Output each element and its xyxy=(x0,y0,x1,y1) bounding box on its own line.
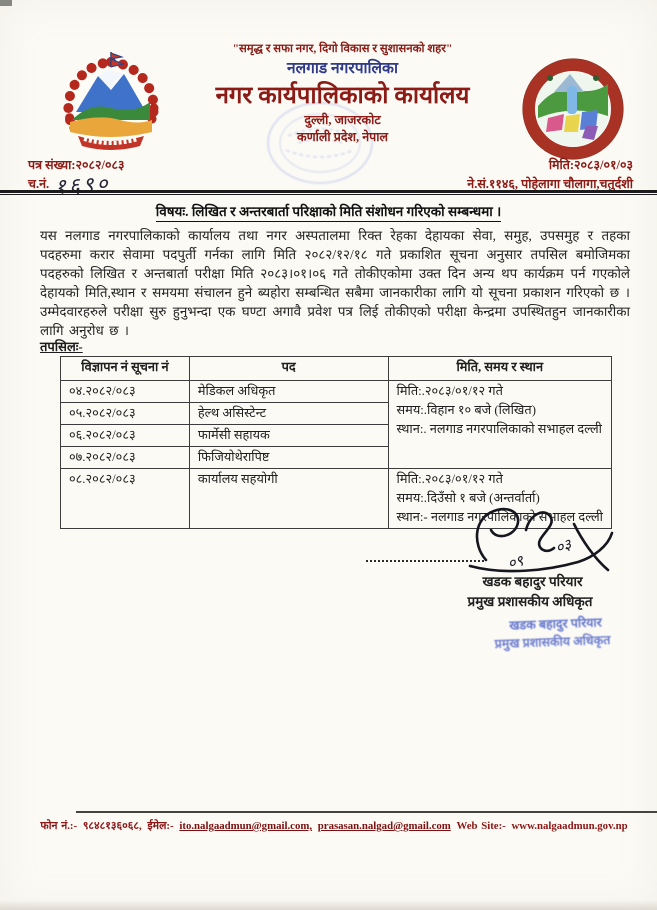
signature-block xyxy=(350,500,640,665)
address-line-1: दुल्ली, जाजरकोट xyxy=(304,112,381,127)
ad-no-cell: ०४.२०८२/०८३ xyxy=(61,381,190,403)
website-url: www.nalgaadmun.gov.np xyxy=(511,820,628,832)
office-name: नगर कार्यपालिकाको कार्यालय xyxy=(215,82,470,109)
post-cell: फार्मेसी सहायक xyxy=(189,425,388,447)
email-link-ito: ito.nalgaadmun@gmail.com, xyxy=(179,820,313,832)
ad-no-cell: ०८.२०८२/०८३ xyxy=(61,469,190,529)
address-line-2: कर्णाली प्रदेश, नेपाल xyxy=(297,130,388,145)
nepal-sambat-date: ने.सं.११४६, पोहेलागा चौलागा,चतुर्दशी xyxy=(467,176,633,191)
tapasil-label: तपसिलः- xyxy=(40,339,83,354)
stamp-name-text: खडक बहादुर परियार xyxy=(509,615,603,633)
letter-number: पत्र संख्या:२०८२/०८३ xyxy=(28,158,125,172)
ad-no-cell: ०७.२०८२/०८३ xyxy=(61,447,190,469)
interview-date: मिति:.२०८३/०१/१२ गते xyxy=(396,472,503,486)
ad-no-cell: ०५.२०८२/०८३ xyxy=(61,403,190,425)
phone-label: फोन नं.:- xyxy=(40,820,78,832)
scan-bottom-artifact xyxy=(0,900,657,910)
footer-divider xyxy=(76,811,657,813)
written-exam-date: मिति:.२०८३/०१/१२ गते xyxy=(396,384,503,398)
header-date-time-place: मिति, समय र स्थान xyxy=(388,357,611,381)
ad-no-cell: ०६.२०८२/०८३ xyxy=(61,425,190,447)
municipality-motto: "समृद्ध र सफा नगर, दिगो विकास र सुशासनको शहर" xyxy=(232,43,453,55)
email-link-prasasan: prasasan.nalgad@gmail.com xyxy=(317,820,451,832)
written-exam-cell xyxy=(388,381,611,469)
post-cell: मेडिकल अधिकृत xyxy=(189,381,388,403)
subject-line: विषयः. लिखित र अन्तरबार्ता परिक्षाको मिति संशोधन गरिएको सम्बन्धमा । xyxy=(156,202,502,222)
signatory-title: प्रमुख प्रशासकीय अधिकृत xyxy=(467,594,593,609)
letterhead-divider xyxy=(0,190,657,195)
phone-number: ९८४८१३६०६८, xyxy=(82,820,142,832)
header-post: पद xyxy=(189,357,388,381)
post-cell: कार्यालय सहयोगी xyxy=(189,469,388,529)
letterhead xyxy=(95,42,590,146)
written-exam-place: स्थान:. नलगाड नगरपालिकाको सभाहल दल्ली xyxy=(396,422,602,436)
interview-time: समय:.दिउँसो १ बजे (अन्तर्वार्ता) xyxy=(396,491,540,505)
stamp-title-text: प्रमुख प्रशासकीय अधिकृत xyxy=(494,632,611,652)
signatory-name: खडक बहादुर परियार xyxy=(482,574,583,589)
body-paragraph: यस नलगाड नगरपालिकाको कार्यालय तथा नगर अस्पतालमा रिक्त रेहका देहायका सेवा, समुह, उपसमुह र तहका पदहरुमा करार सेवामा पदपुर्ती गर्नका लागि मिति २०८२/१२/१८ गते प्रकाशित सूचना अनुसार तपसिल बमोजिमका पदहरुको लिखित र अन्तबार्ता परीक्षा मिति २०८३।०१।०६ गते तोकीएकोमा उक्त दिन अन्य थप कार्यक्रम पर्न गएकोले देहायको मिति,स्थान र समयमा संचालन हुने ब्यहोरा सम्बन्धित सबैमा जानकारीका लागि यो सूचना प्रकाशन गरिएको छ । उम्मेदवारहरुले परीक्षा सुरु हुनुभन्दा एक घण्टा अगावै प्रवेश पत्र लिई तोकीएको परीक्षा केन्द्रमा उपस्थितहुन जानकारीका लागि अनुरोध छ । xyxy=(40,228,630,338)
signature-dotted-line xyxy=(366,560,484,562)
written-exam-time: समय:.विहान १० बजे (लिखित) xyxy=(396,403,536,417)
chalani-label: च.नं. xyxy=(28,176,50,191)
email-label: ईमेल:- xyxy=(147,820,174,832)
municipality-name: नलगाड नगरपालिका xyxy=(287,60,398,78)
chalani-handwritten-value: १६९० xyxy=(54,170,112,199)
handwritten-signature-icon xyxy=(458,502,628,576)
post-cell: फिजियोथेरापिष्ट xyxy=(189,447,388,469)
signature-hand-note-2: ०३ xyxy=(553,537,574,558)
footer-contact-line xyxy=(24,818,644,833)
post-cell: हेल्थ असिस्टेन्ट xyxy=(189,403,388,425)
table-header-row xyxy=(61,357,612,381)
website-label: Web Site:- xyxy=(456,820,506,832)
signature-hand-note-1: ०९ xyxy=(506,553,526,573)
letter-date: मिति:२०८३/०१/०३ xyxy=(548,158,633,172)
interview-place: स्थान:- नलगाड नगरपालिकाको सभाहल दल्ली xyxy=(396,510,603,524)
scan-corner-artifact xyxy=(0,0,12,6)
table-row xyxy=(61,381,612,403)
header-ad-no: विज्ञापन नं सूचना नं xyxy=(61,357,190,381)
